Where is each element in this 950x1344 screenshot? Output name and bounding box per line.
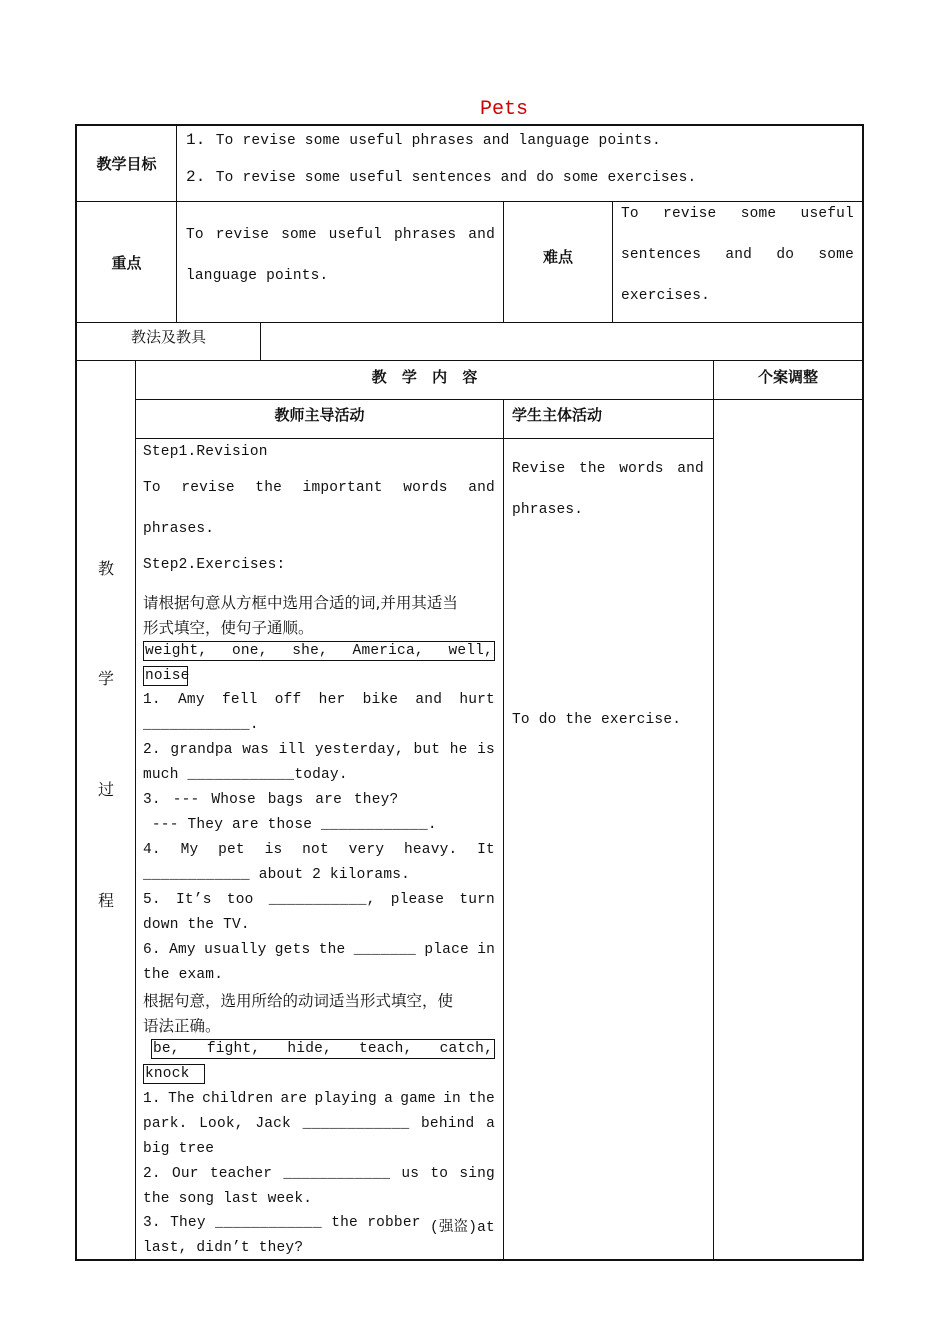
content-header: 教 学 内 容 (371, 368, 478, 386)
difficulties-line3: exercises. (621, 288, 711, 304)
step1-line1: To revise the important words and (143, 480, 495, 496)
methods-label: 教法及教具 (130, 328, 206, 346)
student-revise-line2: phrases. (512, 502, 584, 518)
student-revise-line1: Revise the words and (512, 461, 704, 477)
exercise-3-line2: --- They are those ____________. (143, 817, 437, 833)
process-label-char: 程 (97, 891, 114, 910)
step2-title: Step2.Exercises: (143, 557, 286, 573)
word-box-1-words: weight, one, she, America, well, (145, 643, 493, 659)
exercise-2-line1: 2. grandpa was ill yesterday, but he is (143, 742, 495, 758)
exercise-3-line1: 3. --- Whose bags are they? (143, 792, 399, 808)
key-points-line2: language points. (186, 268, 329, 284)
student-exercise: To do the exercise. (512, 712, 682, 728)
exercise-1-line1: 1. Amy fell off her bike and hurt (143, 692, 495, 708)
instruction-2-line2: 语法正确。 (143, 1017, 221, 1035)
difficulties-line1: To revise some useful (621, 206, 854, 222)
exercise-2-line2: much ____________today. (143, 767, 348, 783)
objectives-label: 教学目标 (96, 155, 157, 173)
exercise-b1-line2: park. Look, Jack ____________ behind a (143, 1116, 495, 1132)
exercise-6-line1: 6. Amy usually gets the _______ place in (143, 942, 495, 958)
difficulties-label: 难点 (542, 248, 573, 266)
word-box-2-words: be, fight, hide, teach, catch, (153, 1041, 493, 1057)
adjust-header: 个案调整 (757, 368, 818, 386)
difficulties-line2: sentences and do some (621, 247, 854, 263)
objective-2: 2. To revise some useful sentences and do some exercises. (186, 168, 697, 186)
exercise-b3-line1: 3. They ____________ the robber (强盗)at (143, 1215, 495, 1236)
word-box-1-last: noise (145, 668, 190, 684)
step1-title: Step1.Revision (143, 444, 268, 460)
step1-line2: phrases. (143, 521, 215, 537)
exercise-b2-line1: 2. Our teacher ____________ us to sing (143, 1166, 495, 1182)
objective-1: 1. To revise some useful phrases and language points. (186, 131, 661, 149)
exercise-b1-line3: big tree (143, 1141, 215, 1157)
exercise-4-line2: ____________ about 2 kilorams. (143, 867, 411, 883)
exercise-5-line1: 5. It’s too ___________, please turn (143, 892, 495, 908)
instruction-2-line1: 根据句意，选用所给的动词适当形式填空，使 (143, 992, 454, 1010)
student-header: 学生主体活动 (512, 406, 603, 424)
key-points-label: 重点 (111, 254, 142, 272)
process-label-char: 学 (97, 669, 114, 688)
exercise-4-line1: 4. My pet is not very heavy. It (143, 842, 495, 858)
instruction-1-line2: 形式填空，使句子通顺。 (143, 619, 314, 637)
instruction-1-line1: 请根据句意从方框中选用合适的词,并用其适当 (143, 594, 458, 612)
teacher-header: 教师主导活动 (274, 406, 365, 424)
exercise-5-line2: down the TV. (143, 917, 250, 933)
process-label-char: 过 (97, 780, 114, 799)
process-label-char: 教 (97, 559, 114, 578)
key-points-line1: To revise some useful phrases and (186, 227, 495, 243)
exercise-6-line2: the exam. (143, 967, 224, 983)
word-box-2-last: knock (145, 1066, 190, 1082)
page-title: Pets (479, 98, 528, 121)
exercise-1-line2: ____________. (143, 717, 259, 733)
exercise-b3-line2: last, didn’t they? (143, 1240, 304, 1256)
exercise-b1-line1: 1. The children are playing a game in the (143, 1091, 495, 1107)
exercise-b2-line2: the song last week. (143, 1191, 313, 1207)
